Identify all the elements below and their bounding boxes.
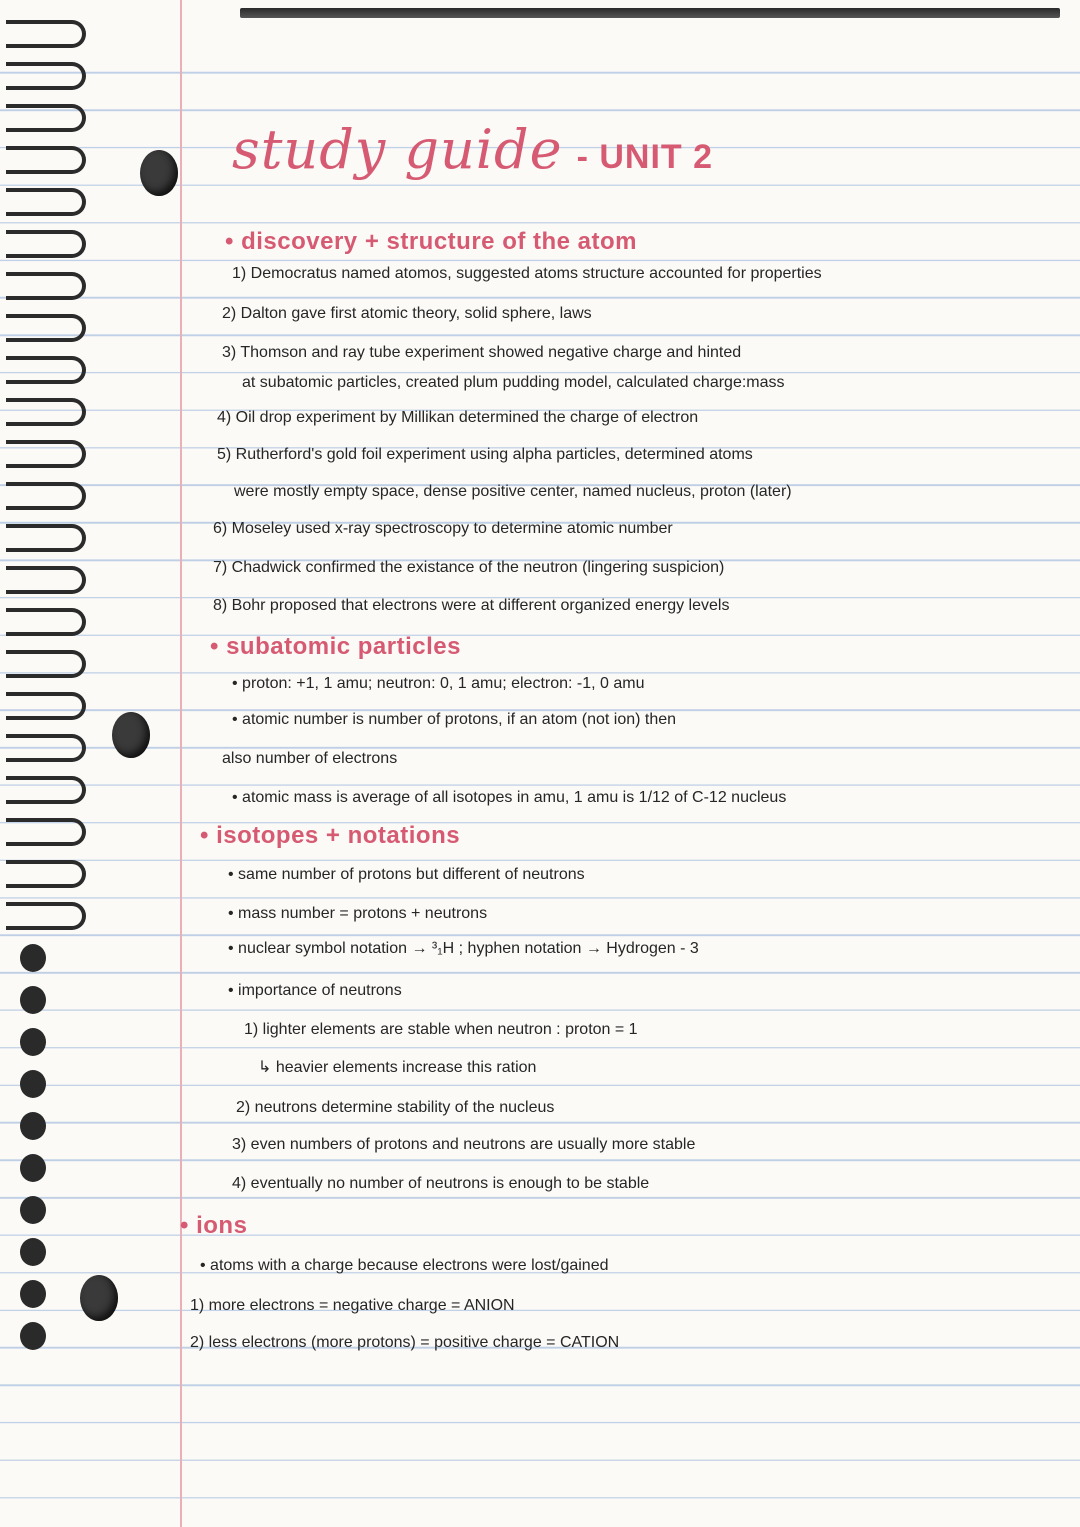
spiral-hole [20, 986, 46, 1014]
spiral-ring [6, 62, 86, 90]
spiral-ring [6, 188, 86, 216]
note-line: 6) Moseley used x-ray spectroscopy to determine atomic number [213, 520, 673, 537]
top-shadow [240, 8, 1060, 18]
page-title [232, 118, 713, 181]
title-unit: - UNIT 2 [576, 138, 714, 176]
spiral-ring [6, 356, 86, 384]
spiral-ring [6, 398, 86, 426]
note-line: • same number of protons but different of neutrons [228, 866, 585, 883]
spiral-ring [6, 860, 86, 888]
note-line: 4) Oil drop experiment by Millikan determined the charge of electron [217, 409, 699, 426]
spiral-hole [20, 1322, 46, 1350]
note-line: 4) eventually no number of neutrons is enough to be stable [232, 1175, 650, 1192]
note-line: • importance of neutrons [228, 982, 402, 999]
spiral-ring [6, 482, 86, 510]
title-script: study guide [232, 118, 563, 181]
note-line: • nuclear symbol notation → ³₁H ; hyphen notation → Hydrogen - 3 [228, 940, 699, 957]
note-line: • proton: +1, 1 amu; neutron: 0, 1 amu; electron: -1, 0 amu [232, 675, 645, 692]
note-line: 8) Bohr proposed that electrons were at different organized energy levels [213, 597, 730, 614]
spiral-ring [6, 776, 86, 804]
spiral-hole [20, 1112, 46, 1140]
spiral-ring [6, 146, 86, 174]
spiral-hole [20, 944, 46, 972]
spiral-ring [6, 230, 86, 258]
spiral-ring [6, 650, 86, 678]
note-line: 3) Thomson and ray tube experiment showed negative charge and hinted [222, 344, 742, 361]
spiral-ring [6, 314, 86, 342]
spiral-ring [6, 734, 86, 762]
section-heading-isotopes: • isotopes + notations [200, 822, 460, 850]
note-line: 2) Dalton gave first atomic theory, solid sphere, laws [222, 305, 592, 322]
note-line: ↳ heavier elements increase this ration [258, 1059, 537, 1076]
section-heading-discovery: • discovery + structure of the atom [225, 228, 637, 256]
note-line: • atomic number is number of protons, if an atom (not ion) then [232, 711, 677, 728]
spiral-ring [6, 104, 86, 132]
spiral-ring [6, 272, 86, 300]
note-line: 2) less electrons (more protons) = positive charge = CATION [190, 1334, 620, 1351]
note-line: at subatomic particles, created plum pudding model, calculated charge:mass [242, 374, 785, 391]
spiral-hole [20, 1154, 46, 1182]
note-line: 7) Chadwick confirmed the existance of the neutron (lingering suspicion) [213, 559, 725, 576]
spiral-hole [20, 1196, 46, 1224]
note-line: 1) lighter elements are stable when neutron : proton = 1 [244, 1021, 638, 1038]
note-line: 5) Rutherford's gold foil experiment using alpha particles, determined atoms [217, 446, 753, 463]
note-line: were mostly empty space, dense positive center, named nucleus, proton (later) [234, 483, 792, 500]
spiral-ring [6, 902, 86, 930]
spiral-ring [6, 20, 86, 48]
spiral-hole [20, 1070, 46, 1098]
section-heading-subatomic: • subatomic particles [210, 633, 461, 661]
binder-hole [112, 712, 150, 758]
note-line: • atoms with a charge because electrons were lost/gained [200, 1257, 609, 1274]
spiral-ring [6, 566, 86, 594]
note-line: 2) neutrons determine stability of the nucleus [236, 1099, 555, 1116]
note-line: also number of electrons [222, 750, 398, 767]
note-line: 1) Democratus named atomos, suggested atoms structure accounted for properties [232, 265, 822, 282]
spiral-ring [6, 692, 86, 720]
spiral-hole [20, 1280, 46, 1308]
note-line: 3) even numbers of protons and neutrons are usually more stable [232, 1136, 696, 1153]
note-line: • mass number = protons + neutrons [228, 905, 488, 922]
spiral-ring [6, 818, 86, 846]
binder-hole [80, 1275, 118, 1321]
note-line: 1) more electrons = negative charge = ANION [190, 1297, 515, 1314]
binder-hole [140, 150, 178, 196]
spiral-hole [20, 1028, 46, 1056]
margin-line [180, 0, 182, 1527]
note-line: • atomic mass is average of all isotopes in amu, 1 amu is 1/12 of C-12 nucleus [232, 789, 787, 806]
spiral-ring [6, 440, 86, 468]
spiral-ring [6, 608, 86, 636]
spiral-ring [6, 524, 86, 552]
section-heading-ions: • ions [180, 1212, 247, 1240]
spiral-hole [20, 1238, 46, 1266]
